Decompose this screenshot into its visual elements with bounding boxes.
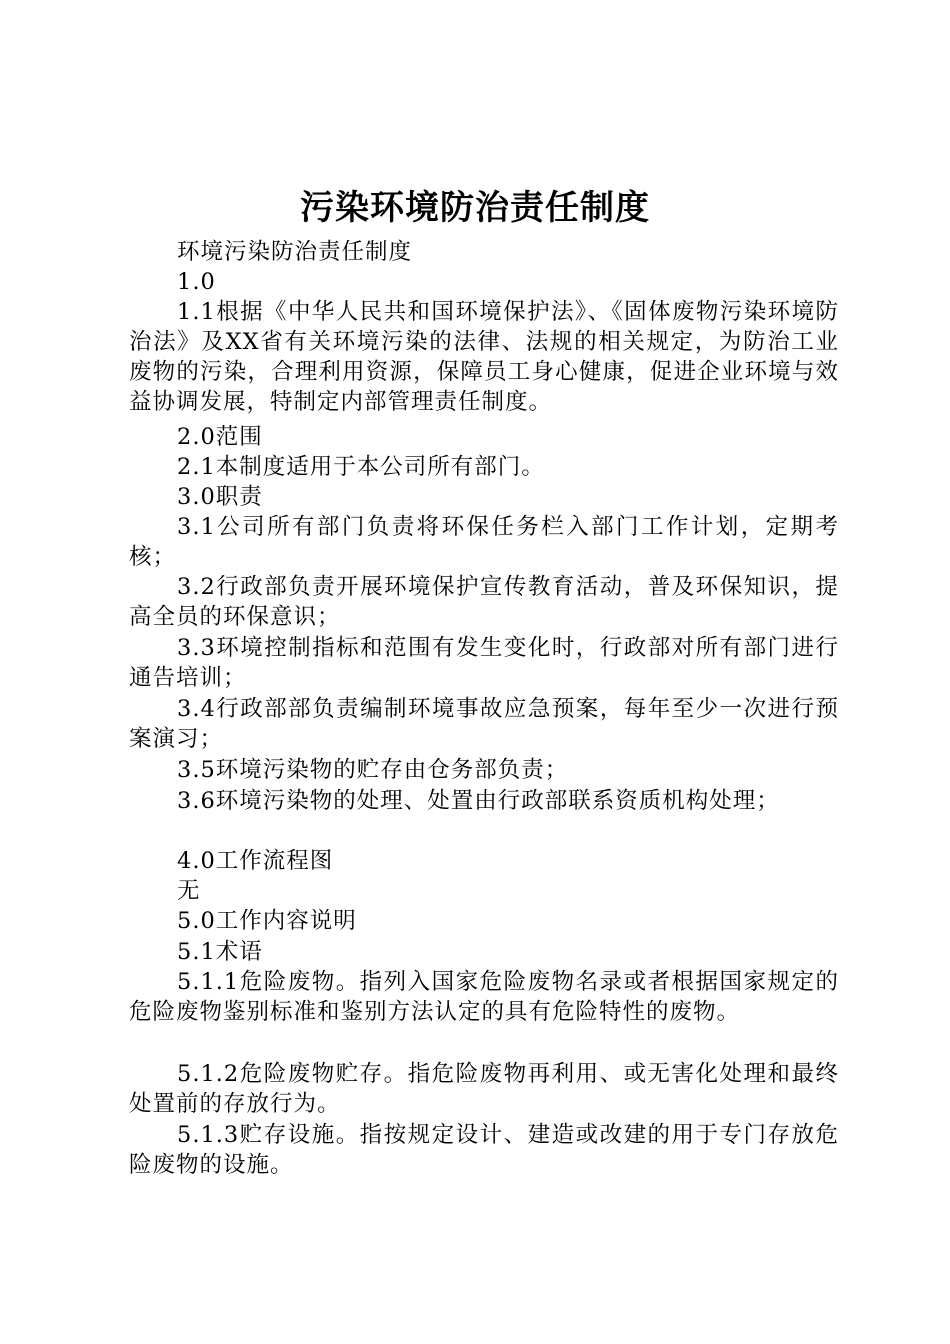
paragraph-5-1-2: 5.1.2危险废物贮存。指危险废物再利用、或无害化处理和最终处置前的存放行为。	[129, 1061, 839, 1117]
paragraph-section-5-0: 5.0工作内容说明	[177, 908, 357, 934]
paragraph-3-2: 3.2行政部负责开展环境保护宣传教育活动，普及环保知识，提高全员的环保意识；	[129, 574, 839, 630]
paragraph-section-1-0: 1.0	[177, 269, 216, 295]
paragraph-section-4-0: 4.0工作流程图	[177, 848, 334, 874]
paragraph-3-6: 3.6环境污染物的处理、处置由行政部联系资质机构处理；	[177, 788, 780, 814]
paragraph-1-1: 1.1根据《中华人民共和国环境保护法》、《固体废物污染环境防治法》及XX省有关环境污染的法律、法规的相关规定，为防治工业废物的污染，合理利用资源，保障员工身心健康，促进企业环境与效益协调发展，特制定内部管理责任制度。	[129, 299, 839, 415]
paragraph-section-2-0: 2.0范围	[177, 424, 263, 450]
paragraph-3-5: 3.5环境污染物的贮存由仓务部负责；	[177, 757, 569, 783]
paragraph-5-1-3: 5.1.3贮存设施。指按规定设计、建造或改建的用于专门存放危险废物的设施。	[129, 1122, 839, 1178]
paragraph-3-4: 3.4行政部部负责编制环境事故应急预案，每年至少一次进行预案演习；	[129, 696, 839, 752]
paragraph-subtitle: 环境污染防治责任制度	[177, 239, 413, 265]
paragraph-5-1-1: 5.1.1危险废物。指列入国家危险废物名录或者根据国家规定的危险废物鉴别标准和鉴别方法认定的具有危险特性的废物。	[129, 969, 839, 1025]
paragraph-2-1: 2.1本制度适用于本公司所有部门。	[177, 454, 545, 480]
document-title: 污染环境防治责任制度	[300, 188, 650, 228]
paragraph-section-3-0: 3.0职责	[177, 484, 263, 510]
paragraph-3-3: 3.3环境控制指标和范围有发生变化时，行政部对所有部门进行通告培训；	[129, 635, 839, 691]
paragraph-none: 无	[177, 878, 201, 904]
paragraph-5-1: 5.1术语	[177, 939, 263, 965]
paragraph-3-1: 3.1公司所有部门负责将环保任务栏入部门工作计划，定期考核；	[129, 514, 839, 570]
